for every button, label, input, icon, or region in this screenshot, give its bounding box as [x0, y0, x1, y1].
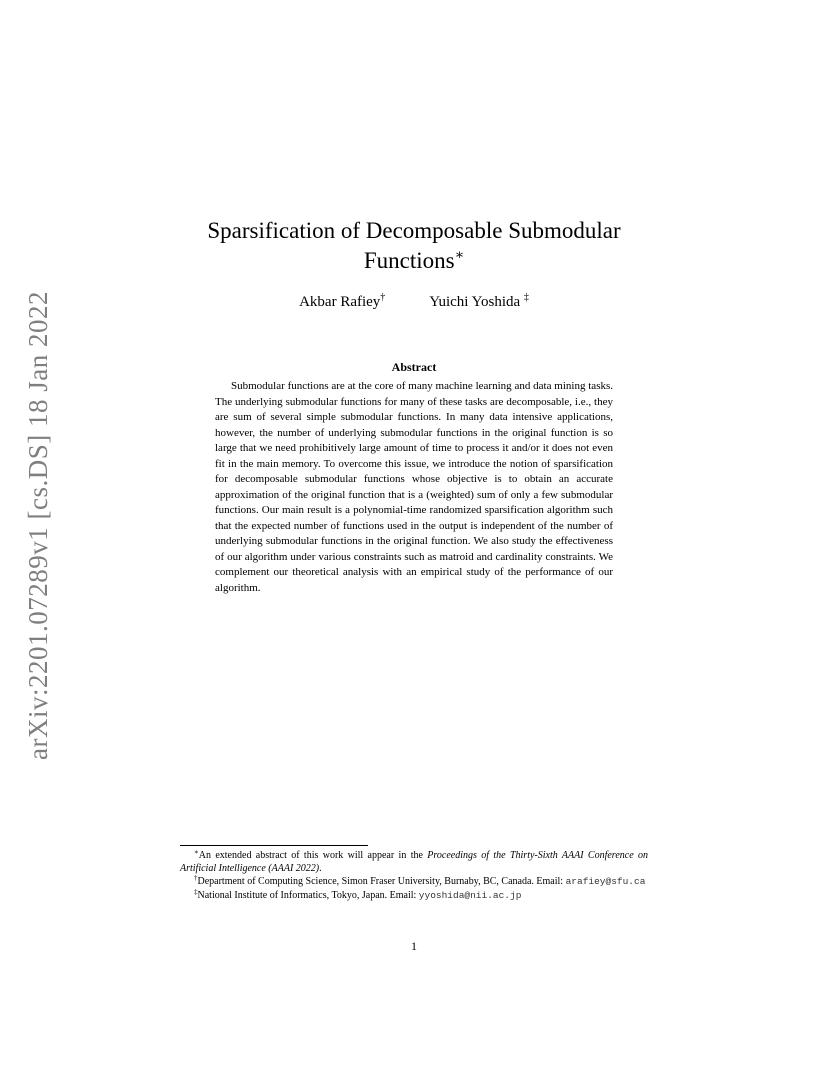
- footnote-divider: [180, 845, 368, 846]
- author-name: Akbar Rafiey: [299, 294, 381, 310]
- title-line-1: Sparsification of Decomposable Submodular: [207, 218, 621, 243]
- email-link[interactable]: arafiey@sfu.ca: [565, 876, 646, 888]
- email-link[interactable]: yyoshida@nii.ac.jp: [418, 889, 522, 901]
- title-line-2-text: Functions: [363, 248, 455, 273]
- footnote-mark: ∗: [194, 848, 199, 856]
- footnote-text-end: .: [319, 863, 322, 875]
- title-footnote-mark[interactable]: ∗: [454, 248, 465, 263]
- author-yoshida: [429, 292, 529, 312]
- footnotes: [180, 849, 648, 902]
- footnote-venue: Proceedings of the Thirty-Sixth AAAI Conference on Artificial Intelligence (AAAI 2022): [180, 850, 648, 875]
- footnote-text: Department of Computing Science, Simon Fraser University, Burnaby, BC, Canada. Email:: [197, 876, 566, 888]
- author-rafiey: [299, 292, 385, 312]
- author-footnote-mark[interactable]: †: [380, 292, 386, 303]
- author-list: [180, 292, 648, 312]
- paper-title: [180, 216, 648, 276]
- footnote-mark: ‡: [194, 887, 198, 896]
- author-footnote-mark[interactable]: ‡: [523, 292, 529, 303]
- title-line-2: [180, 246, 648, 276]
- footnote-yoshida-affiliation: [180, 889, 648, 902]
- footnote-text: National Institute of Informatics, Tokyo, Japan. Email:: [197, 889, 419, 901]
- footnote-mark: †: [194, 874, 198, 883]
- footnote-conference: [180, 849, 648, 875]
- author-name: Yuichi Yoshida: [429, 294, 521, 310]
- footnote-text: An extended abstract of this work will appear in the: [198, 850, 428, 861]
- footnote-rafiey-affiliation: [180, 875, 648, 888]
- page-number: 1: [411, 939, 417, 953]
- arxiv-identifier-stamp: arXiv:2201.07289v1 [cs.DS] 18 Jan 2022: [23, 291, 53, 760]
- abstract-body: Submodular functions are at the core of many machine learning and data mining tasks. The underlying submodular functions for many of these tasks are decomposable, i.e., they are sum of several simple submodular functions. In many data intensive applications, however, the number of underlying submodular functions in the original function is so large that we need prohibitively large amount of time to process it and/or it does not even fit in the main memory. To overcome this issue, we introduce the notion of sparsification for decomposable submodular functions whose objective is to obtain an accurate approximation of the original function that is a (weighted) sum of only a few submodular functions. Our main result is a polynomial-time randomized sparsification algorithm such that the expected number of functions used in the output is independent of the number of underlying submodular functions in the original function. We also study the effectiveness of our algorithm under various constraints such as matroid and cardinality constraints. We complement our theoretical analysis with an empirical study of the performance of our algorithm.: [215, 380, 613, 594]
- abstract-heading: Abstract: [391, 360, 437, 374]
